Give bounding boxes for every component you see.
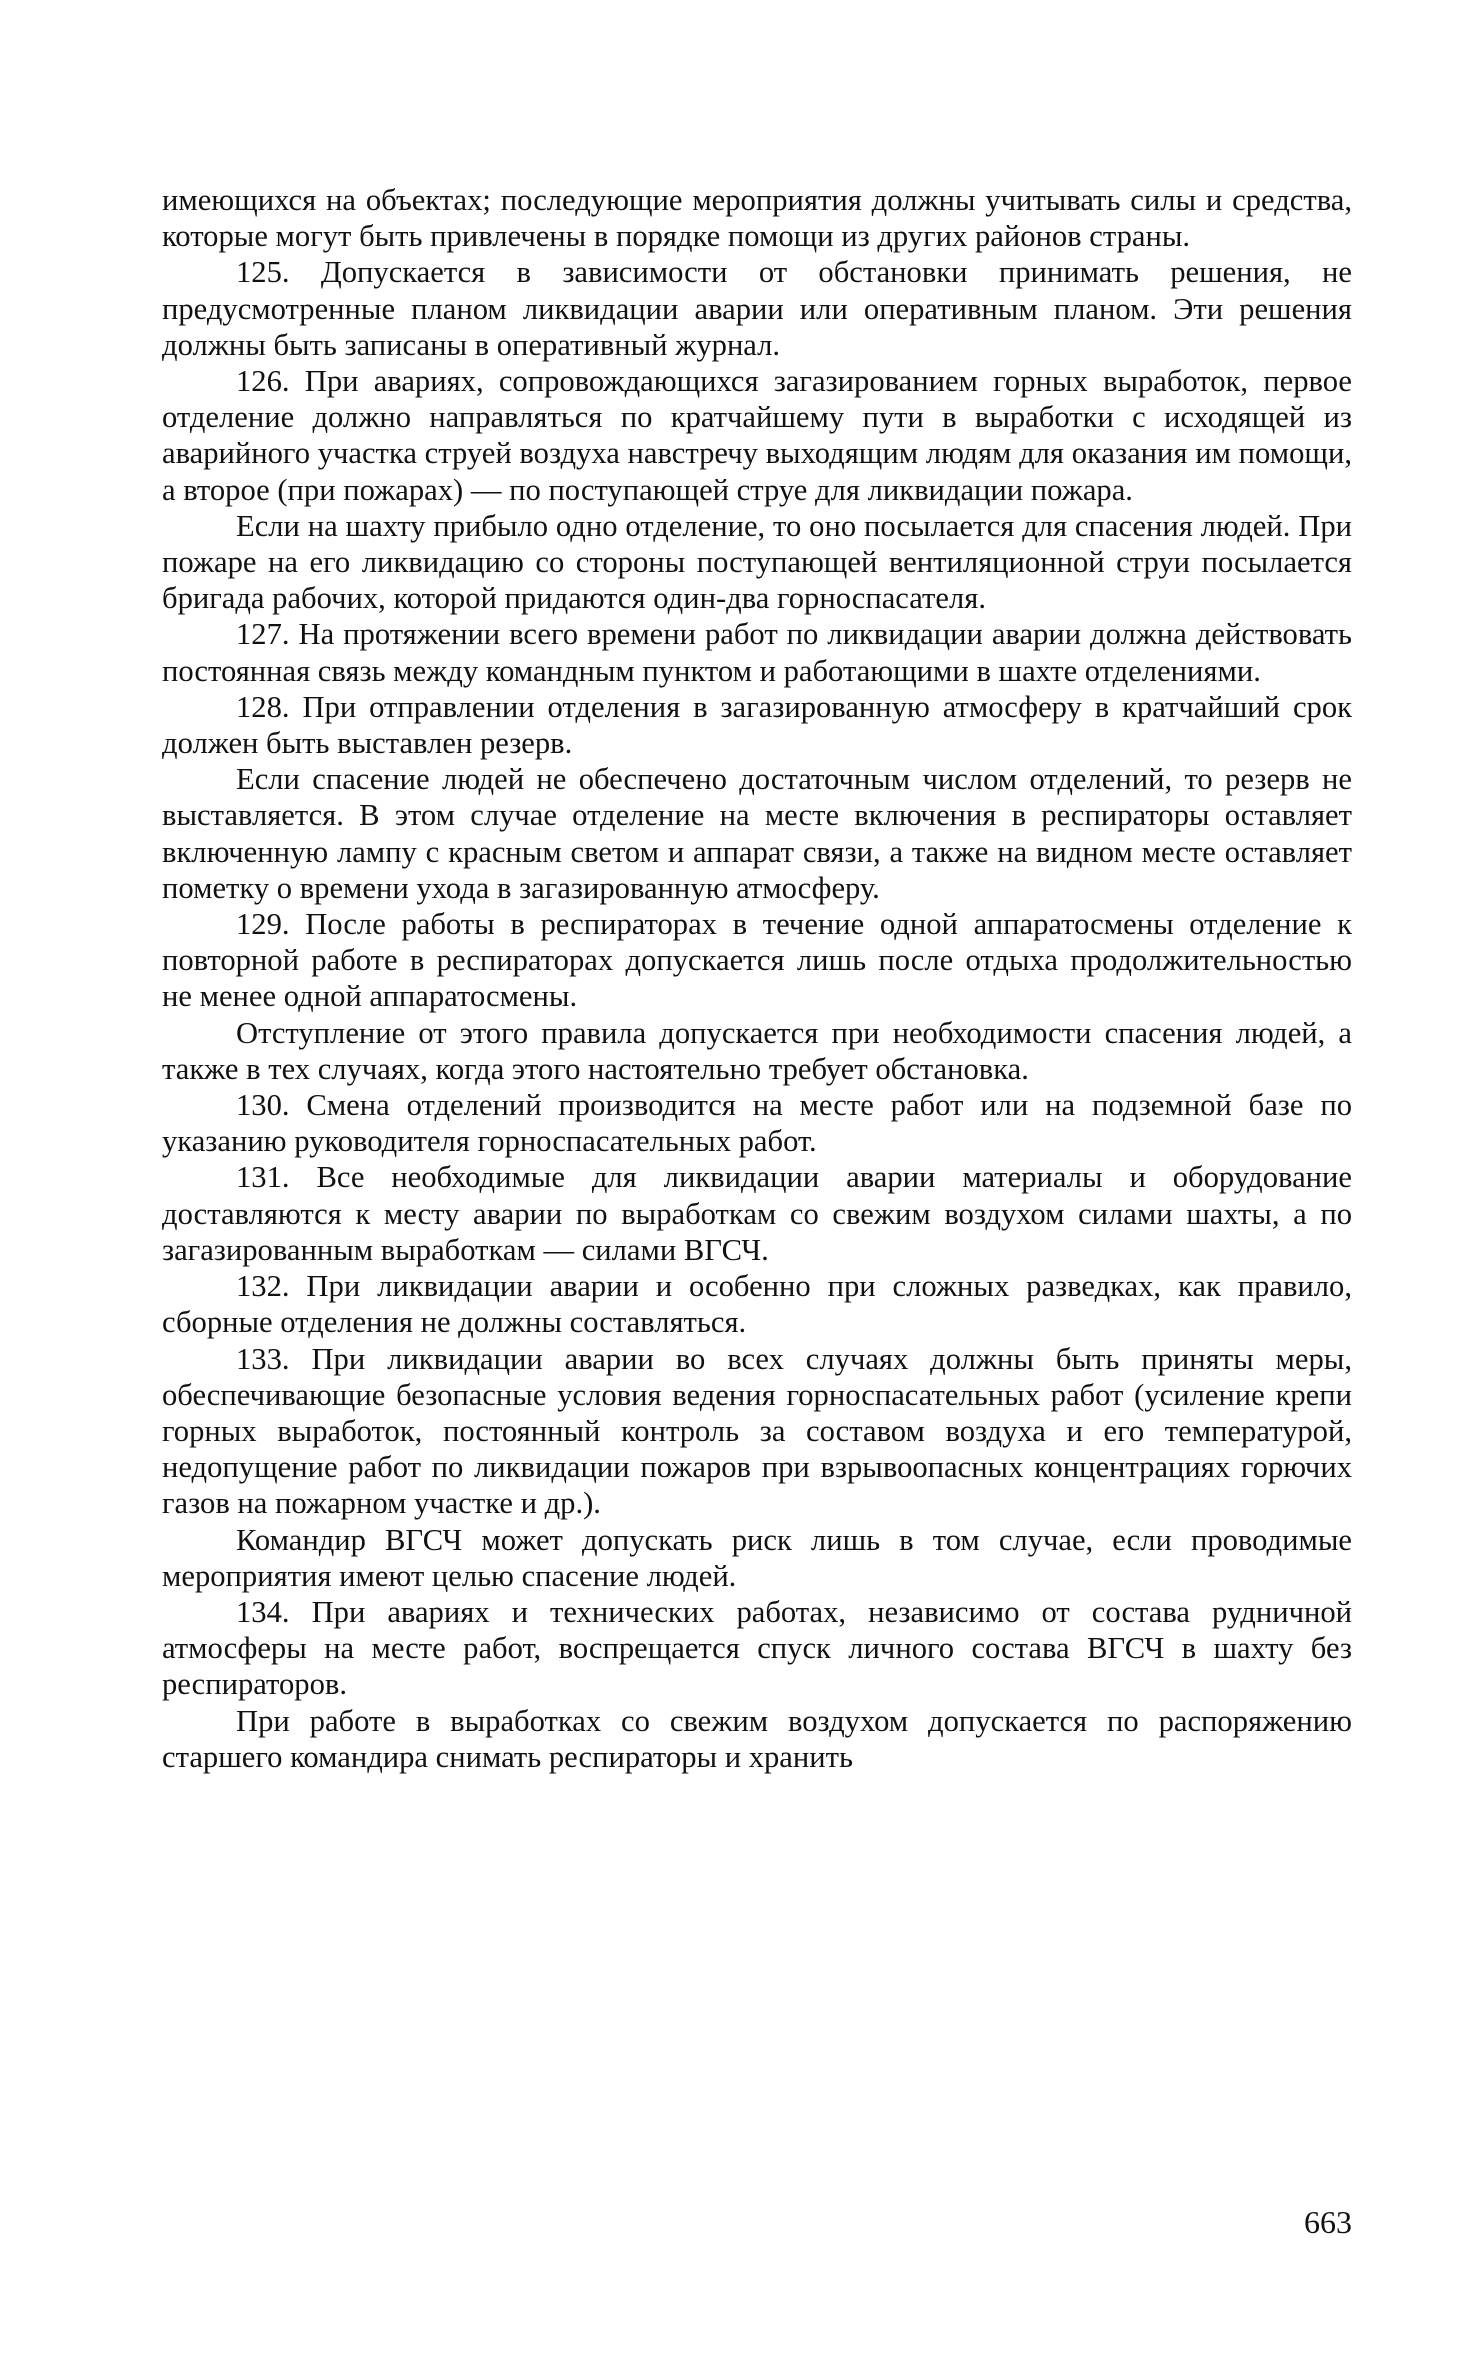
paragraph-126: 126. При авариях, сопровождающихся загазированием горных выработок, первое отделение должно направляться по кратчайшему пути в выработки с исходящей из аварийного участка струей воздуха навстречу выходящим людям для оказания им помощи, а второе (при пожарах) — по поступающей струе для ликвидации пожара. [162,364,1352,507]
document-page [162,182,1352,1775]
paragraph-125: 125. Допускается в зависимости от обстановки принимать решения, не предусмотренные планом ликвидации аварии или оперативным планом. Эти решения должны быть записаны в оперативный журнал. [162,255,1352,362]
paragraph-128-continuation: Если спасение людей не обеспечено достаточным числом отделений, то резерв не выставляется. В этом случае отделение на месте включения в респираторы оставляет включенную лампу с красным светом и аппарат связи, а также на видном месте оставляет пометку о времени ухода в загазированную атмосферу. [162,762,1352,905]
paragraph-133-continuation: Командир ВГСЧ может допускать риск лишь в том случае, если проводимые мероприятия имеют целью спасение людей. [162,1522,1352,1593]
paragraph-134-continuation: При работе в выработках со свежим воздухом допускается по распоряжению старшего командира снимать респираторы и хранить [162,1703,1352,1774]
paragraph-130: 130. Смена отделений производится на месте работ или на подземной базе по указанию руководителя горноспасательных работ. [162,1088,1352,1159]
paragraph-131: 131. Все необходимые для ликвидации аварии материалы и оборудование доставляются к месту аварии по выработкам со свежим воздухом силами шахты, а по загазированным выработкам — силами ВГСЧ. [162,1160,1352,1267]
paragraph-126-continuation: Если на шахту прибыло одно отделение, то оно посылается для спасения людей. При пожаре на его ликвидацию со стороны поступающей вентиляционной струи посылается бригада рабочих, которой придаются один-два горноспасателя. [162,508,1352,616]
paragraph-134: 134. При авариях и технических работах, независимо от состава рудничной атмосферы на месте работ, воспрещается спуск личного состава ВГСЧ в шахту без респираторов. [162,1594,1352,1702]
paragraph-133: 133. При ликвидации аварии во всех случаях должны быть приняты меры, обеспечивающие безопасные условия ведения горноспасательных работ (усиление крепи горных выработок, постоянный контроль за составом воздуха и его температурой, недопущение работ по ликвидации пожаров при взрывоопасных концентрациях горючих газов на пожарном участке и др.). [162,1341,1352,1521]
paragraph-129-continuation: Отступление от этого правила допускается при необходимости спасения людей, а также в тех случаях, когда этого настоятельно требует обстановка. [162,1015,1352,1086]
paragraph-127: 127. На протяжении всего времени работ по ликвидации аварии должна действовать постоянная связь между командным пунктом и работающими в шахте отделениями. [162,617,1352,688]
paragraph-continuation: имеющихся на объектах; последующие мероприятия должны учитывать силы и средства, которые могут быть привлечены в порядке помощи из других районов страны. [162,183,1352,254]
paragraph-129: 129. После работы в респираторах в течение одной аппаратосмены отделение к повторной работе в респираторах допускается лишь после отдыха продолжительностью не менее одной аппаратосмены. [162,907,1352,1014]
paragraph-128: 128. При отправлении отделения в загазированную атмосферу в кратчайший срок должен быть выставлен резерв. [162,689,1352,761]
page-number: 663 [1304,2204,1352,2240]
paragraph-132: 132. При ликвидации аварии и особенно при сложных разведках, как правило, сборные отделения не должны составляться. [162,1269,1352,1340]
